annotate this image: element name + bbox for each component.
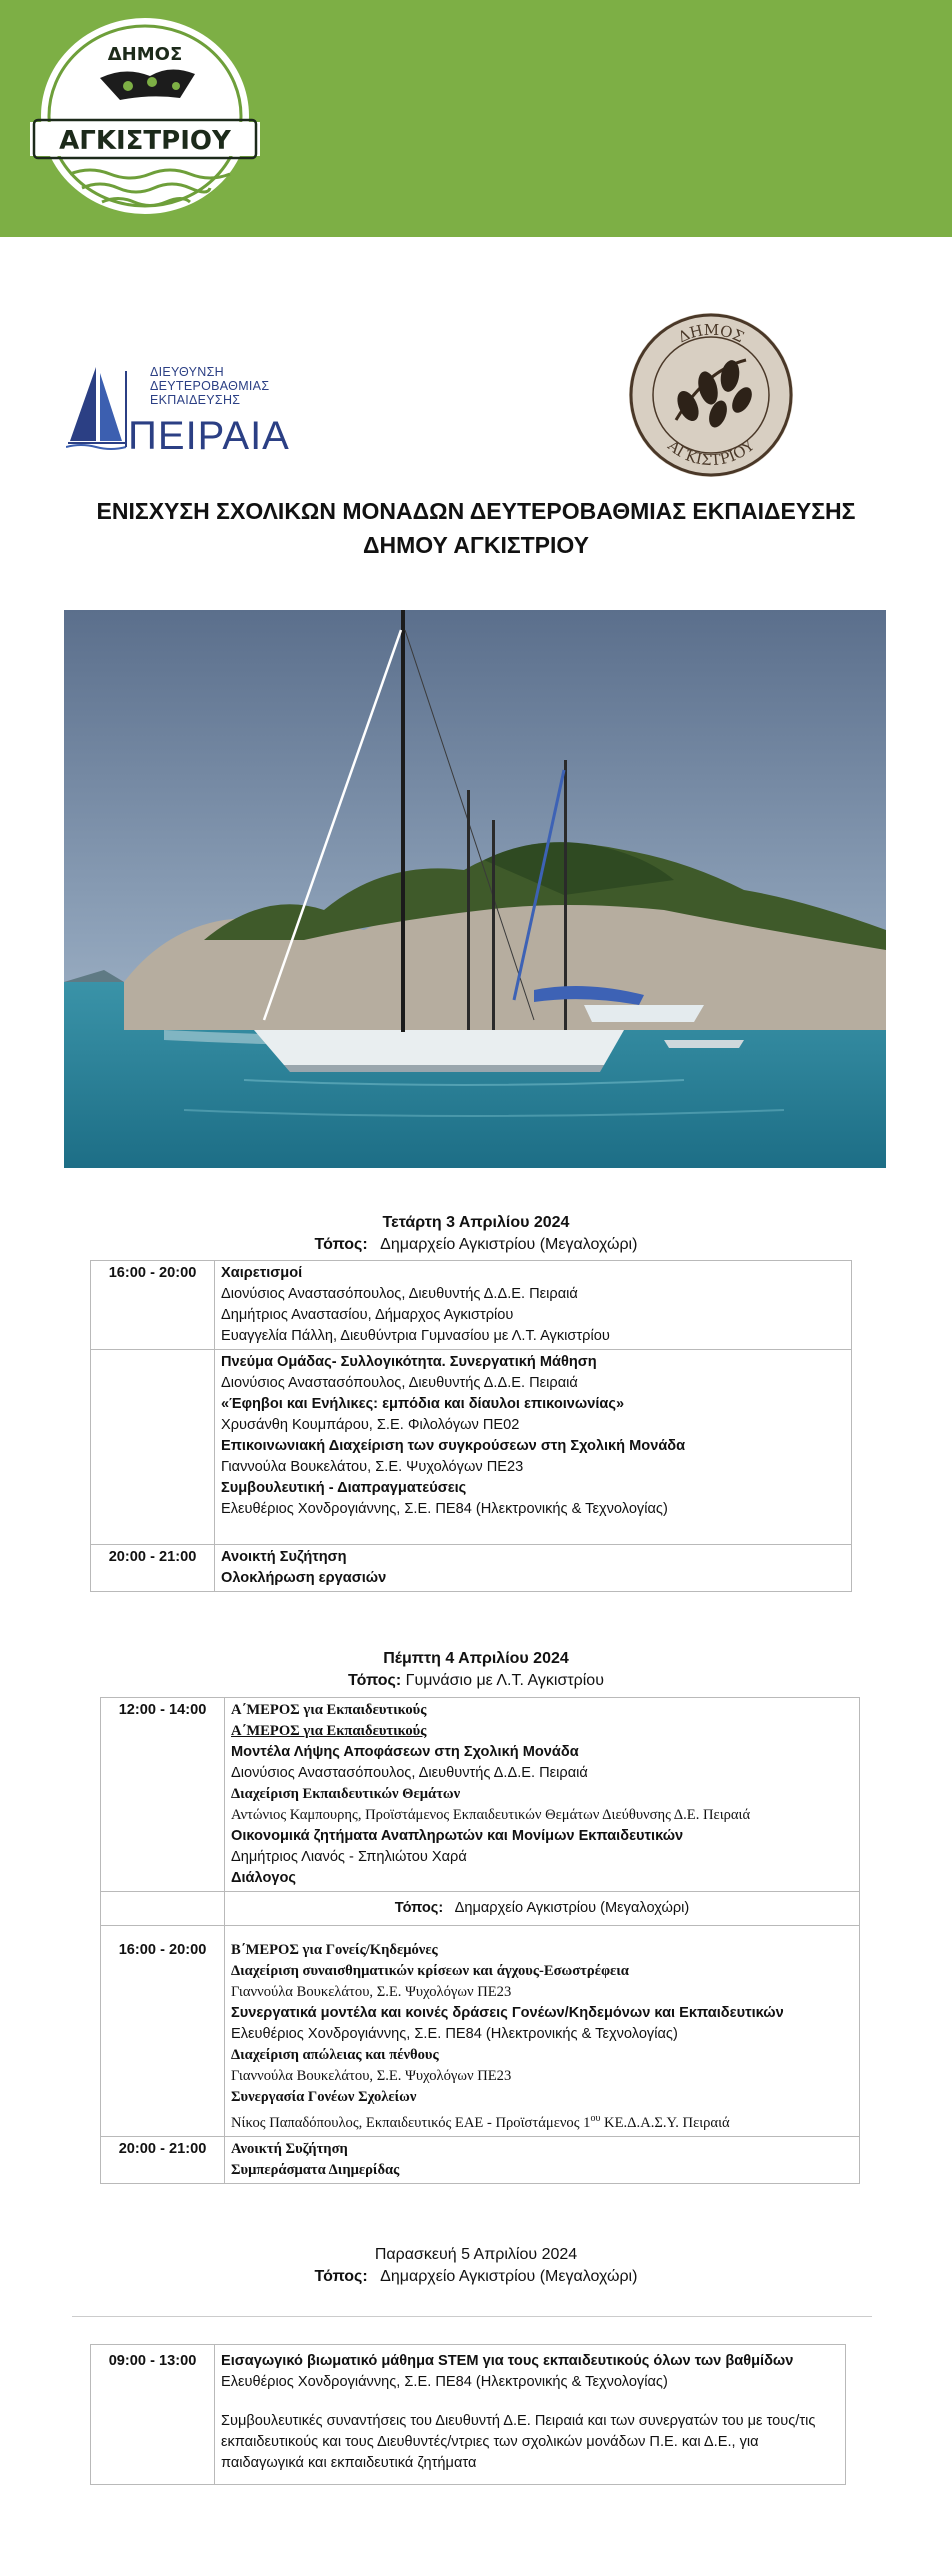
day1-row2-speaker2: Χρυσάνθη Κουμπάρου, Σ.Ε. Φιλολόγων ΠΕ02	[221, 1417, 520, 1433]
page-title	[40, 494, 912, 562]
day1-row2-speaker3: Γιαννούλα Βουκελάτου, Σ.Ε. Ψυχολόγων ΠΕ23	[221, 1459, 524, 1475]
municipality-seal-logo	[626, 310, 796, 480]
day1-row2-topic4: Συμβουλευτική - Διαπραγματεύσεις	[221, 1480, 467, 1496]
day1-row1-content	[215, 1261, 852, 1350]
table-row	[91, 1545, 852, 1592]
day1-schedule-table	[90, 1260, 852, 1592]
day3-row1-content	[215, 2345, 846, 2485]
day2-loc-value: Δημαρχείο Αγκιστρίου (Μεγαλοχώρι)	[454, 1900, 690, 1916]
day2-row1-content	[225, 1698, 860, 1892]
day1-row2-content	[215, 1350, 852, 1545]
day2-schedule-table	[100, 1697, 860, 2184]
dde-logo-line-2: ΔΕΥΤΕΡΟΒΑΘΜΙΑΣ	[150, 379, 270, 393]
badge-top-text: ΔΗΜΟΣ	[107, 44, 183, 65]
day1-place: Δημαρχείο Αγκιστρίου (Μεγαλοχώρι)	[380, 1236, 638, 1253]
day2-row3-content	[225, 2136, 860, 2183]
day1-date: Τετάρτη 3 Απριλίου 2024	[382, 1214, 570, 1231]
day3-header	[0, 2244, 952, 2288]
dde-logo-line-3: ΕΚΠΑΙΔΕΥΣΗΣ	[150, 393, 241, 407]
day2-row1-topic2: Διαχείριση Εκπαιδευτικών Θεμάτων	[231, 1786, 461, 1802]
day2-row2-topic1: Διαχείριση συναισθηματικών κρίσεων και άγχους-Εσωστρέφεια	[231, 1963, 629, 1979]
day1-header	[0, 1212, 952, 1256]
day1-row3-line1: Ανοικτή Συζήτηση	[221, 1549, 347, 1565]
sailboat-island-photo	[64, 610, 886, 1168]
day3-schedule-table	[90, 2344, 846, 2485]
day2-row1-speaker1: Διονύσιος Αναστασόπουλος, Διευθυντής Δ.Δ.Ε. Πειραιά	[231, 1765, 588, 1781]
divider-line	[72, 2316, 872, 2317]
day2-row1-heading-underlined: Α΄ΜΕΡΟΣ για Εκπαιδευτικούς	[231, 1723, 427, 1739]
day2-row2-speaker4-b: ΚΕ.Δ.Α.Σ.Υ. Πειραιά	[600, 2114, 730, 2131]
day2-row2-topic2: Συνεργατικά μοντέλα και κοινές δράσεις Γονέων/Κηδεμόνων και Εκπαιδευτικών	[231, 2005, 784, 2021]
day3-place: Δημαρχείο Αγκιστρίου (Μεγαλοχώρι)	[380, 2268, 638, 2285]
day1-row2-time	[91, 1350, 215, 1545]
day1-row2-speaker1: Διονύσιος Αναστασόπουλος, Διευθυντής Δ.Δ.Ε. Πειραιά	[221, 1375, 578, 1391]
day2-row3-line2: Συμπεράσματα Διημερίδας	[231, 2161, 400, 2178]
table-row	[91, 1350, 852, 1545]
day2-row1-heading: Α΄ΜΕΡΟΣ για Εκπαιδευτικούς	[231, 1702, 427, 1718]
seal-bottom-text: ΑΓΚΙΣΤΡΙΟΥ	[664, 436, 758, 470]
table-row	[91, 1261, 852, 1350]
day2-row3-line1: Ανοικτή Συζήτηση	[231, 2140, 348, 2157]
municipality-badge-logo	[30, 16, 260, 221]
dde-logo-line-1: ΔΙΕΥΘΥΝΣΗ	[150, 365, 224, 379]
day2-place: Γυμνάσιο με Λ.Τ. Αγκιστρίου	[405, 1672, 604, 1689]
day2-row3-time: 20:00 - 21:00	[101, 2136, 225, 2183]
day3-date: Παρασκευή 5 Απριλίου 2024	[374, 2246, 578, 2263]
day2-row2-speaker4	[231, 2108, 853, 2134]
day1-row3-time: 20:00 - 21:00	[91, 1545, 215, 1592]
table-row	[101, 1698, 860, 1892]
day2-row1-speaker2: Αντώνιος Καμπουρης, Προϊστάμενος Εκπαιδευτικών Θεμάτων Διεύθυνσης Δ.Ε. Πειραιά	[231, 1807, 751, 1823]
day2-row2-content	[225, 1926, 860, 2137]
day2-row2-speaker4-a: Νίκος Παπαδόπουλος, Εκπαιδευτικός ΕΑΕ - Προϊστάμενος 1	[231, 2114, 591, 2131]
day2-row1-time: 12:00 - 14:00	[101, 1698, 225, 1892]
day3-place-line	[0, 2266, 952, 2288]
day2-row1-topic3: Οικονομικά ζητήματα Αναπληρωτών και Μονίμων Εκπαιδευτικών	[231, 1828, 684, 1844]
day3-row1-description: Συμβουλευτικές συναντήσεις του Διευθυντή Δ.Ε. Πειραιά και των συνεργατών του με τους/τις εκπαιδευτικούς και τους Διευθυντές/ντριες των σχολικών μονάδων Π.Ε. και Δ.Ε., για παιδαγωγικά και εκπαιδευτικά ζητήματα	[221, 2413, 816, 2471]
table-row	[91, 2345, 846, 2485]
day1-row1-time: 16:00 - 20:00	[91, 1261, 215, 1350]
day1-row2-topic2: «Έφηβοι και Ενήλικες: εμπόδια και δίαυλοι επικοινωνίας»	[221, 1396, 625, 1412]
dde-logo-text	[150, 365, 269, 407]
day1-row2-topic1: Πνεύμα Ομάδας- Συλλογικότητα. Συνεργατική Μάθηση	[221, 1354, 597, 1370]
day1-place-line	[0, 1234, 952, 1256]
day2-row2-speaker3: Γιαννούλα Βουκελάτου, Σ.Ε. Ψυχολόγων ΠΕ23	[231, 2068, 512, 2084]
day2-row2-heading: Β΄ΜΕΡΟΣ για Γονείς/Κηδεμόνες	[231, 1942, 438, 1958]
day2-row2-speaker4-sup: ου	[590, 2113, 601, 2124]
day2-row2-topic3: Διαχείριση απώλειας και πένθους	[231, 2047, 439, 2063]
day1-row1-line1: Διονύσιος Αναστασόπουλος, Διευθυντής Δ.Δ.Ε. Πειραιά	[221, 1286, 578, 1302]
seal-top-text: ΔΗΜΟΣ	[675, 320, 747, 347]
title-line-2: ΔΗΜΟΥ ΑΓΚΙΣΤΡΙΟΥ	[362, 532, 590, 558]
day2-row2-speaker1: Γιαννούλα Βουκελάτου, Σ.Ε. Ψυχολόγων ΠΕ23	[231, 1984, 512, 2000]
day2-place-line	[0, 1670, 952, 1692]
day2-loc-label: Τόπος:	[394, 1900, 444, 1916]
table-row	[101, 1926, 860, 2137]
day1-row3-content	[215, 1545, 852, 1592]
badge-bottom-text: ΑΓΚΙΣΤΡΙΟΥ	[59, 126, 231, 156]
dde-logo-big-text: ΠΕΙΡΑΙΑ	[128, 414, 290, 458]
day1-row2-topic3: Επικοινωνιακή Διαχείριση των συγκρούσεων στη Σχολική Μονάδα	[221, 1438, 686, 1454]
day2-row1-speaker3: Δημήτριος Λιανός - Σπηλιώτου Χαρά	[231, 1849, 467, 1865]
day2-row2-speaker2: Ελευθέριος Χονδρογιάννης, Σ.Ε. ΠΕ84 (Ηλεκτρονικής & Τεχνολογίας)	[231, 2026, 678, 2042]
day2-row2-time: 16:00 - 20:00	[101, 1926, 225, 2137]
day3-row1-topic: Εισαγωγικό βιωματικό μάθημα STEM για τους εκπαιδευτικούς όλων των βαθμίδων	[221, 2353, 794, 2369]
day2-row2-topic4: Συνεργασία Γονέων Σχολείων	[231, 2089, 417, 2105]
table-row	[101, 1892, 860, 1926]
day2-header	[0, 1648, 952, 1692]
day3-row1-time: 09:00 - 13:00	[91, 2345, 215, 2485]
day1-place-label: Τόπος:	[314, 1236, 368, 1253]
day1-row1-line3: Ευαγγελία Πάλλη, Διευθύντρια Γυμνασίου με Λ.Τ. Αγκιστρίου	[221, 1328, 610, 1344]
header-band	[0, 0, 952, 237]
day2-loc-empty	[101, 1892, 225, 1926]
day2-date: Πέμπτη 4 Απριλίου 2024	[383, 1650, 569, 1667]
day2-row1-topic1: Μοντέλα Λήψης Αποφάσεων στη Σχολική Μονάδα	[231, 1744, 579, 1760]
day2-location-row	[225, 1892, 860, 1926]
title-line-1: ΕΝΙΣΧΥΣΗ ΣΧΟΛΙΚΩΝ ΜΟΝΑΔΩΝ ΔΕΥΤΕΡΟΒΑΘΜΙΑΣ ΕΚΠΑΙΔΕΥΣΗΣ	[96, 498, 856, 524]
day1-row1-line2: Δημήτριος Αναστασίου, Δήμαρχος Αγκιστρίου	[221, 1307, 514, 1323]
day1-row1-title: Χαιρετισμοί	[221, 1265, 303, 1281]
day3-place-label: Τόπος:	[314, 2268, 368, 2285]
day3-row1-speaker: Ελευθέριος Χονδρογιάννης, Σ.Ε. ΠΕ84 (Ηλεκτρονικής & Τεχνολογίας)	[221, 2374, 668, 2390]
day2-row1-topic4: Διάλογος	[231, 1870, 296, 1886]
day1-row3-line2: Ολοκλήρωση εργασιών	[221, 1570, 387, 1586]
table-row	[101, 2136, 860, 2183]
day1-row2-speaker4: Ελευθέριος Χονδρογιάννης, Σ.Ε. ΠΕ84 (Ηλεκτρονικής & Τεχνολογίας)	[221, 1501, 668, 1517]
day2-place-label: Τόπος:	[348, 1672, 402, 1689]
